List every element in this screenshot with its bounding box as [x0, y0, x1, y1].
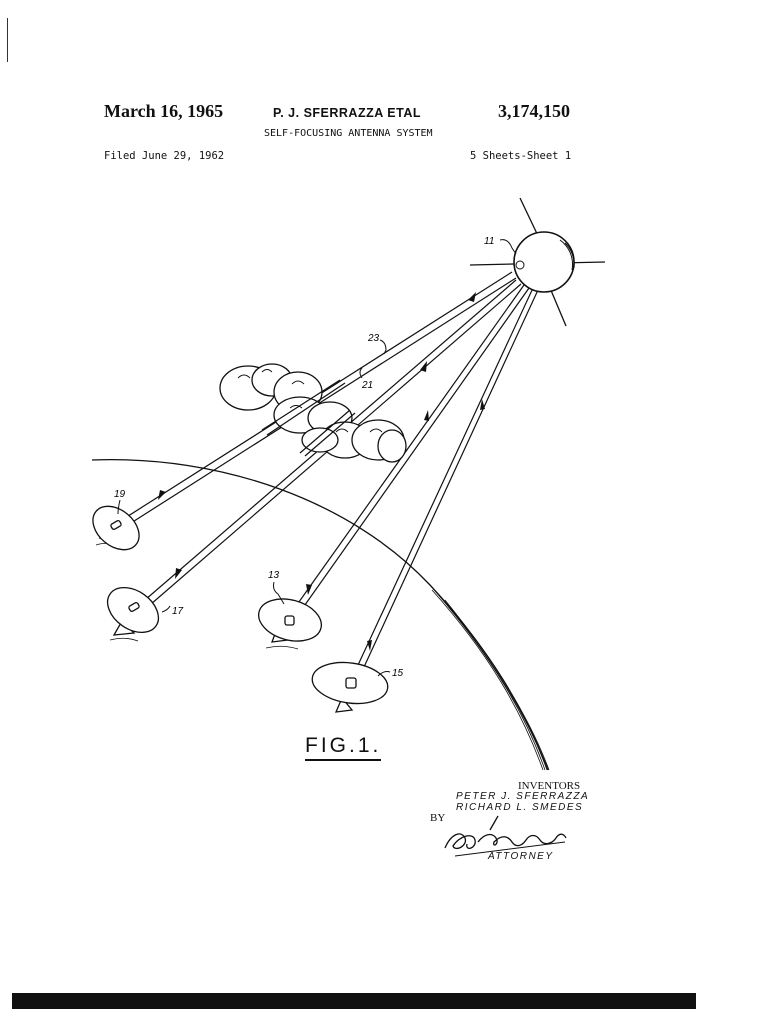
inventor-name-2: RICHARD L. SMEDES [456, 802, 584, 813]
scan-bottom-bar [12, 993, 696, 1009]
ref-satellite: 11 [484, 236, 495, 247]
ref-station-15: 15 [392, 668, 404, 679]
beam-station-15 [352, 288, 538, 680]
ref-station-17: 17 [172, 606, 184, 617]
ref-station-13: 13 [268, 570, 280, 581]
patent-title: SELF-FOCUSING ANTENNA SYSTEM [264, 128, 433, 139]
ground-station-17 [99, 578, 167, 641]
filed-date: Filed June 29, 1962 [104, 150, 225, 162]
inventors-header: P. J. SFERRAZZA ETAL [273, 106, 421, 120]
ref-downlink: 21 [362, 380, 374, 391]
patent-number: 3,174,150 [498, 101, 570, 121]
ref-uplink: 23 [368, 333, 380, 344]
by-label: BY [430, 812, 446, 824]
ground-station-15 [310, 658, 391, 712]
attorney-label: ATTORNEY [488, 851, 554, 862]
inventors-title: INVENTORS [518, 780, 581, 792]
ground-station-13 [254, 592, 326, 649]
inventor-name-1: PETER J. SFERRAZZA [456, 791, 590, 802]
sheet-info: 5 Sheets-Sheet 1 [470, 150, 572, 162]
figure-label: FIG.1. [305, 734, 381, 761]
cloud-cluster [220, 364, 406, 462]
satellite [470, 198, 605, 326]
earth-horizon [92, 460, 549, 770]
ref-station-19: 19 [114, 489, 126, 500]
patent-date: March 16, 1965 [104, 101, 224, 121]
attorney-signature [445, 816, 566, 856]
signal-beams [125, 272, 538, 680]
ground-station-19 [85, 497, 148, 558]
